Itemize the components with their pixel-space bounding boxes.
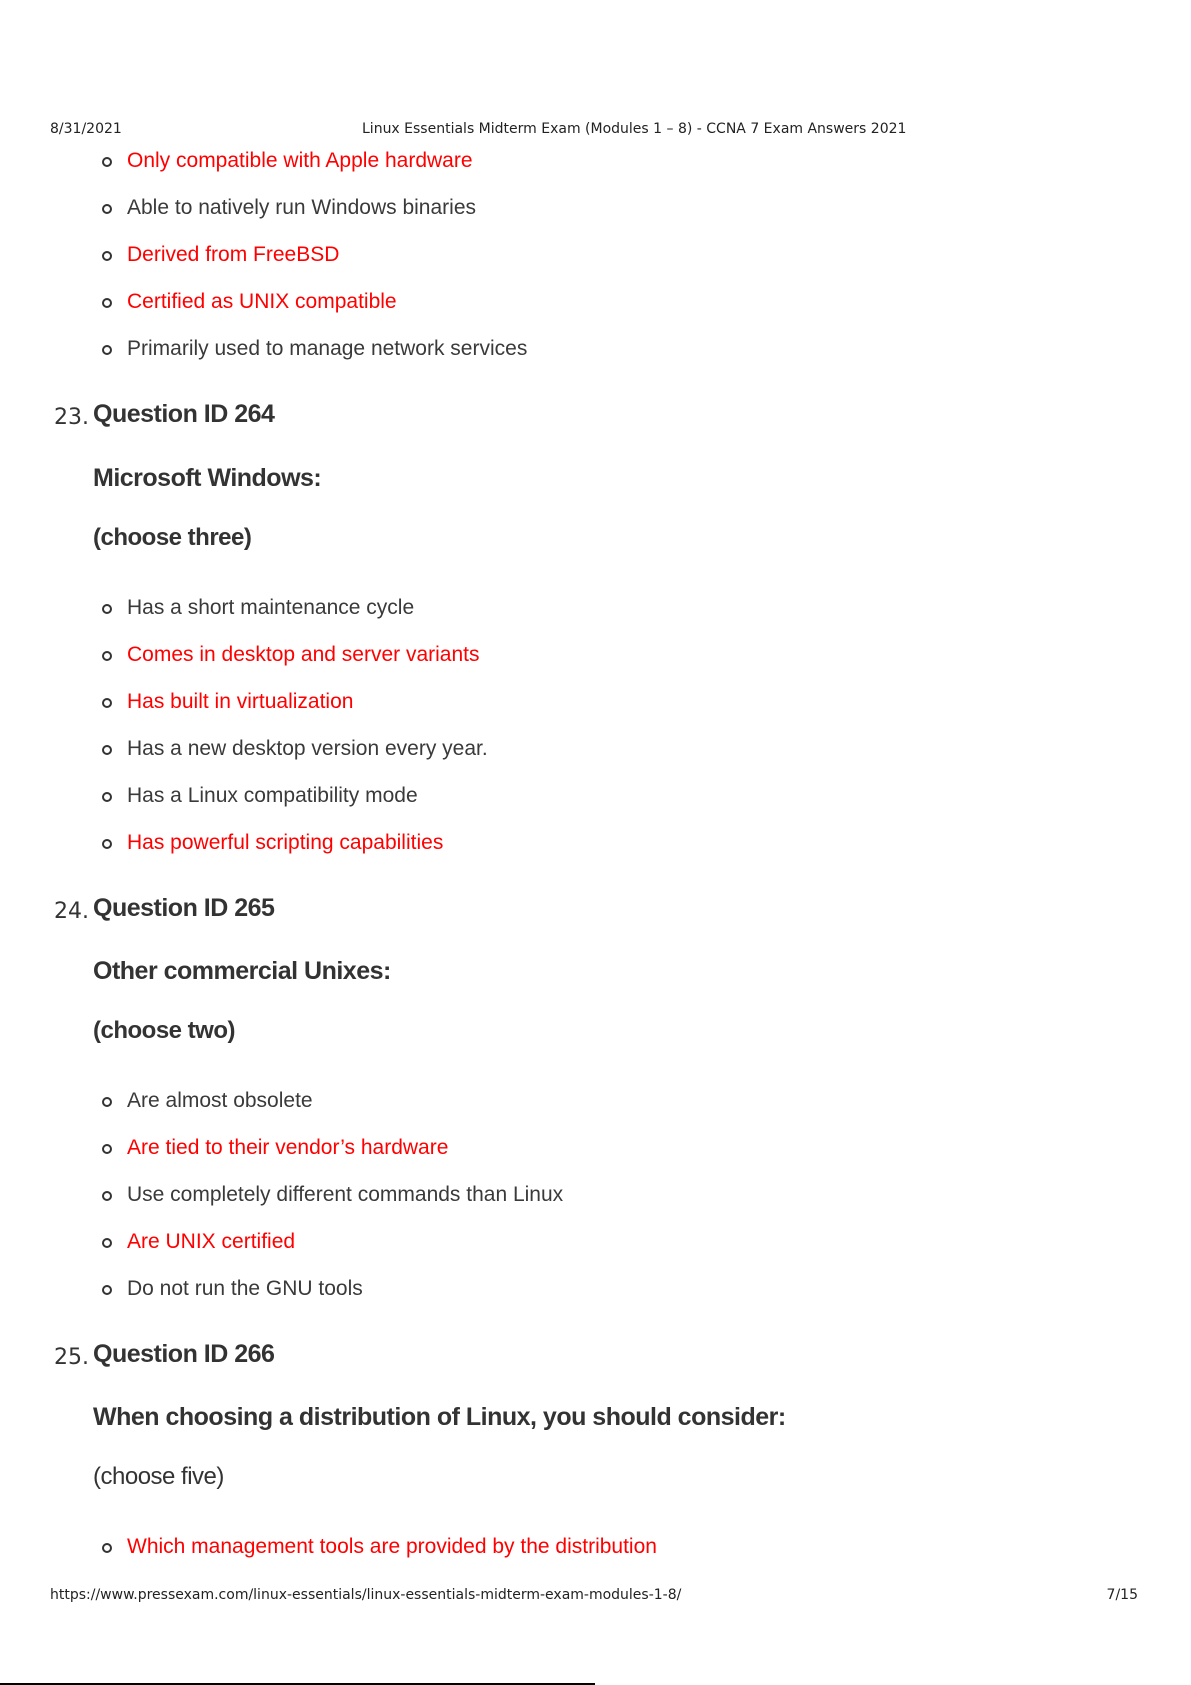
- question-number: 24.: [54, 899, 89, 924]
- question-title: Question ID 264: [93, 400, 275, 428]
- continued-option-list: [100, 150, 527, 385]
- print-page-title: Linux Essentials Midterm Exam (Modules 1 – 8) - CCNA 7 Exam Answers 2021: [362, 121, 907, 137]
- question-text: When choosing a distribution of Linux, you should consider:: [93, 1403, 786, 1431]
- option-item: Has built in virtualization: [100, 691, 488, 738]
- option-item: Has a new desktop version every year.: [100, 738, 488, 785]
- option-item: Do not run the GNU tools: [100, 1278, 563, 1325]
- option-item: Certified as UNIX compatible: [100, 291, 527, 338]
- question-number: 23.: [54, 405, 89, 430]
- option-item: Has powerful scripting capabilities: [100, 832, 488, 879]
- question-option-list: [100, 1090, 563, 1325]
- page-number: 7/15: [1106, 1587, 1138, 1603]
- option-item: Which management tools are provided by the distribution: [100, 1536, 657, 1583]
- option-item: Able to natively run Windows binaries: [100, 197, 527, 244]
- option-item: Comes in desktop and server variants: [100, 644, 488, 691]
- print-url: https://www.pressexam.com/linux-essentials/linux-essentials-midterm-exam-modules-1-8/: [50, 1587, 682, 1603]
- question-number: 25.: [54, 1345, 89, 1370]
- option-item: Derived from FreeBSD: [100, 244, 527, 291]
- question-title: Question ID 266: [93, 1340, 275, 1368]
- question-title: Question ID 265: [93, 894, 275, 922]
- question-choose-instruction: (choose five): [93, 1463, 224, 1490]
- option-item: Has a short maintenance cycle: [100, 597, 488, 644]
- option-item: Primarily used to manage network services: [100, 338, 527, 385]
- option-item: Use completely different commands than Linux: [100, 1184, 563, 1231]
- option-item: Are almost obsolete: [100, 1090, 563, 1137]
- question-choose-instruction: (choose three): [93, 524, 252, 551]
- option-item: Are tied to their vendor’s hardware: [100, 1137, 563, 1184]
- question-text: Other commercial Unixes:: [93, 957, 391, 985]
- print-date: 8/31/2021: [50, 121, 122, 137]
- question-text: Microsoft Windows:: [93, 464, 322, 492]
- question-choose-instruction: (choose two): [93, 1017, 235, 1044]
- option-item: Are UNIX certified: [100, 1231, 563, 1278]
- option-item: Only compatible with Apple hardware: [100, 150, 527, 197]
- question-option-list: [100, 1536, 657, 1583]
- question-option-list: [100, 597, 488, 879]
- option-item: Has a Linux compatibility mode: [100, 785, 488, 832]
